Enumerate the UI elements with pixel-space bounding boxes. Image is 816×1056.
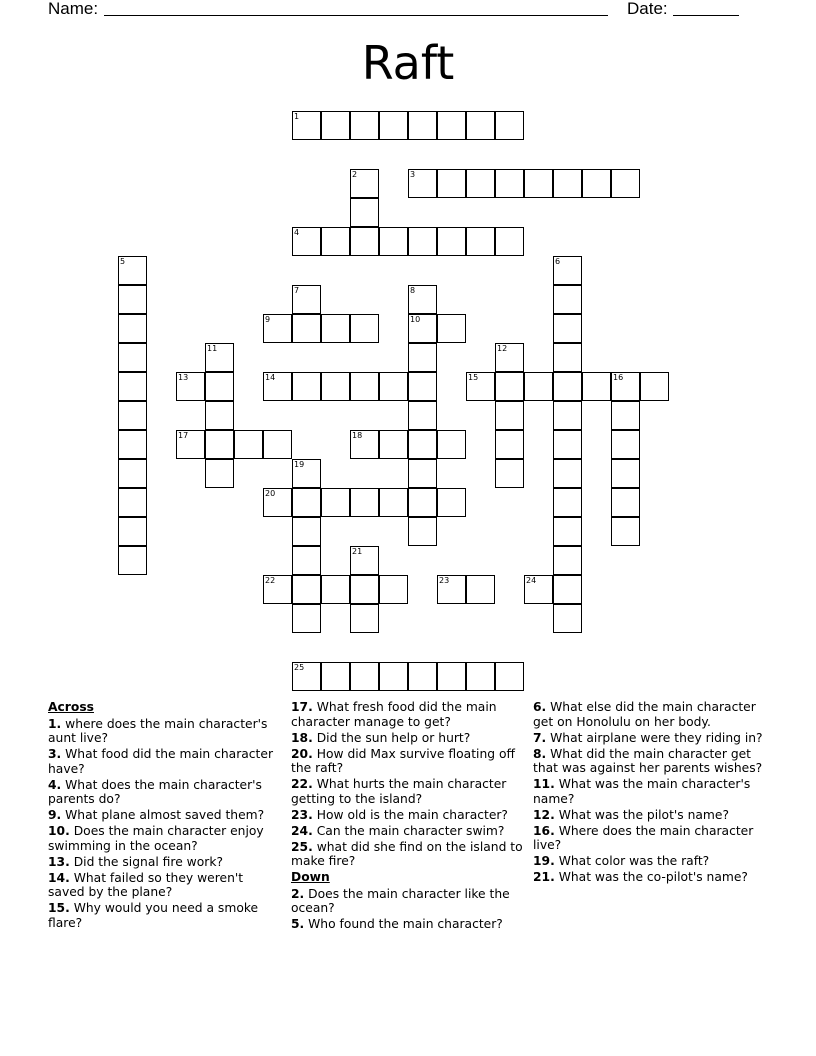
cell-number: 19 [294,460,305,469]
grid-cell[interactable] [118,546,147,575]
grid-cell[interactable] [205,343,234,372]
grid-cell[interactable] [437,227,466,256]
grid-cell[interactable] [292,662,321,691]
grid-cell[interactable] [118,430,147,459]
clue-text: What fresh food did the main character manage to get? [291,700,497,729]
clue-number: 24. [291,823,313,838]
grid-cell[interactable] [466,111,495,140]
clue-item [533,777,768,806]
grid-cell[interactable] [408,372,437,401]
grid-cell[interactable] [495,401,524,430]
grid-cell[interactable] [234,430,263,459]
grid-cell[interactable] [292,575,321,604]
clue-item [291,917,526,932]
clue-number: 8. [533,746,547,761]
clue-number: 15. [48,901,70,915]
grid-cell[interactable] [437,575,466,604]
clue-number: 25. [291,839,313,854]
grid-cell[interactable] [611,517,640,546]
cell-number: 5 [120,257,126,266]
clue-number: 5. [291,917,305,931]
grid-cell[interactable] [582,372,611,401]
grid-cell[interactable] [524,169,553,198]
grid-cell[interactable] [350,488,379,517]
grid-cell[interactable] [292,459,321,488]
clue-item [291,747,526,776]
clue-item [533,824,768,853]
grid-cell[interactable] [437,430,466,459]
grid-cell[interactable] [350,430,379,459]
clue-text: What was the pilot's name? [554,807,730,822]
grid-cell[interactable] [553,343,582,372]
clue-item [533,700,768,729]
grid-cell[interactable] [408,111,437,140]
clue-text: How old is the main character? [312,807,508,822]
clue-item [291,731,526,746]
cell-number: 11 [207,344,218,353]
cell-number: 23 [439,576,450,585]
grid-cell[interactable] [553,604,582,633]
clue-number: 18. [291,730,313,745]
grid-cell[interactable] [263,372,292,401]
clue-text: Did the signal fire work? [69,854,223,869]
grid-cell[interactable] [350,169,379,198]
clue-list [533,700,768,885]
grid-cell[interactable] [292,546,321,575]
clue-item [291,824,526,839]
clue-text: What plane almost saved them? [61,808,265,822]
cell-number: 22 [265,576,276,585]
cell-number: 20 [265,489,276,498]
clue-number: 23. [291,807,313,822]
grid-cell[interactable] [553,459,582,488]
grid-cell[interactable] [292,604,321,633]
grid-cell[interactable] [321,111,350,140]
grid-cell[interactable] [350,227,379,256]
clue-number: 2. [291,886,305,901]
grid-cell[interactable] [350,198,379,227]
clue-number: 14. [48,870,70,885]
cell-number: 4 [294,228,300,237]
clue-text: What did the main character get that was against her parents wishes? [533,746,763,775]
grid-cell[interactable] [263,488,292,517]
grid-cell[interactable] [495,343,524,372]
grid-cell[interactable] [118,488,147,517]
clue-item [48,871,283,900]
grid-cell[interactable] [640,372,669,401]
clue-text: What failed so they weren't saved by the plane? [48,870,244,899]
grid-cell[interactable] [553,285,582,314]
cell-number: 3 [410,170,416,179]
clue-number: 6. [533,700,547,714]
grid-cell[interactable] [379,372,408,401]
clue-number: 22. [291,777,313,791]
grid-cell[interactable] [118,285,147,314]
grid-cell[interactable] [437,662,466,691]
grid-cell[interactable] [205,459,234,488]
grid-cell[interactable] [205,372,234,401]
clue-text: where does the main character's aunt live? [48,716,268,745]
grid-cell[interactable] [205,430,234,459]
clue-item [48,717,283,746]
clue-number: 3. [48,747,62,761]
grid-cell[interactable] [524,372,553,401]
grid-cell[interactable] [495,459,524,488]
grid-cell[interactable] [495,662,524,691]
grid-cell[interactable] [408,517,437,546]
clue-item [48,808,283,823]
grid-cell[interactable] [495,372,524,401]
grid-cell[interactable] [611,169,640,198]
clue-number: 16. [533,823,555,838]
grid-cell[interactable] [263,430,292,459]
across-heading: Across [48,700,94,714]
clue-text: What does the main character's parents do? [48,777,262,806]
cell-number: 13 [178,373,189,382]
grid-cell[interactable] [263,314,292,343]
clue-text: What food did the main character have? [48,747,273,776]
clue-item [533,854,768,869]
grid-cell[interactable] [495,169,524,198]
clue-number: 21. [533,870,555,884]
clue-item [48,778,283,807]
cell-number: 1 [294,112,300,121]
cell-number: 21 [352,547,363,556]
grid-cell[interactable] [408,314,437,343]
clues-column-1 [48,700,283,932]
grid-cell[interactable] [379,111,408,140]
clue-number: 20. [291,746,313,761]
clue-number: 7. [533,730,547,745]
clue-item [291,808,526,823]
grid-cell[interactable] [466,372,495,401]
cell-number: 8 [410,286,416,295]
clue-text: How did Max survive floating off the raft? [291,746,515,775]
clue-text: What else did the main character get on Honolulu on her body. [533,700,756,729]
grid-cell[interactable] [408,227,437,256]
cell-number: 16 [613,373,624,382]
grid-cell[interactable] [408,488,437,517]
grid-cell[interactable] [350,575,379,604]
grid-cell[interactable] [292,285,321,314]
grid-cell[interactable] [350,546,379,575]
grid-cell[interactable] [495,111,524,140]
page-title: Raft [361,36,455,90]
clue-list [291,887,526,932]
clue-text: Can the main character swim? [312,823,505,838]
grid-cell[interactable] [437,314,466,343]
cell-number: 18 [352,431,363,440]
clue-item [291,777,526,806]
grid-cell[interactable] [263,575,292,604]
grid-cell[interactable] [408,430,437,459]
clue-text: Does the main character like the ocean? [291,886,510,915]
grid-cell[interactable] [466,662,495,691]
cell-number: 7 [294,286,300,295]
cell-number: 12 [497,344,508,353]
grid-cell[interactable] [350,372,379,401]
clue-text: Why would you need a smoke flare? [48,901,259,930]
clue-list [48,717,283,931]
clue-text: What was the main character's name? [533,777,751,806]
clues-column-3 [533,700,768,886]
grid-cell[interactable] [118,517,147,546]
grid-cell[interactable] [553,401,582,430]
clue-item [48,901,283,930]
cell-number: 2 [352,170,358,179]
grid-cell[interactable] [292,227,321,256]
clue-number: 17. [291,700,313,714]
grid-cell[interactable] [553,430,582,459]
clue-list [291,700,526,869]
grid-cell[interactable] [118,343,147,372]
clue-item [48,747,283,776]
clue-text: Who found the main character? [304,917,503,931]
grid-cell[interactable] [379,430,408,459]
grid-cell[interactable] [292,488,321,517]
grid-cell[interactable] [553,575,582,604]
grid-cell[interactable] [176,372,205,401]
grid-cell[interactable] [118,256,147,285]
grid-cell[interactable] [611,401,640,430]
grid-cell[interactable] [408,343,437,372]
cell-number: 24 [526,576,537,585]
grid-cell[interactable] [553,488,582,517]
grid-cell[interactable] [379,488,408,517]
grid-cell[interactable] [553,517,582,546]
grid-cell[interactable] [292,517,321,546]
clue-item [291,840,526,869]
clue-text: What hurts the main character getting to the island? [291,777,507,806]
grid-cell[interactable] [611,488,640,517]
grid-cell[interactable] [292,372,321,401]
cell-number: 15 [468,373,479,382]
clue-number: 10. [48,824,70,838]
clue-item [291,887,526,916]
cell-number: 9 [265,315,271,324]
grid-cell[interactable] [553,256,582,285]
grid-cell[interactable] [379,662,408,691]
grid-cell[interactable] [350,314,379,343]
clue-number: 4. [48,777,62,792]
grid-cell[interactable] [292,314,321,343]
clue-number: 9. [48,808,62,822]
cell-number: 17 [178,431,189,440]
grid-cell[interactable] [350,111,379,140]
grid-cell[interactable] [379,575,408,604]
grid-cell[interactable] [350,662,379,691]
grid-cell[interactable] [553,546,582,575]
grid-cell[interactable] [611,459,640,488]
grid-cell[interactable] [553,314,582,343]
grid-cell[interactable] [466,575,495,604]
grid-cell[interactable] [553,372,582,401]
grid-cell[interactable] [611,372,640,401]
grid-cell[interactable] [379,227,408,256]
grid-cell[interactable] [408,169,437,198]
grid-cell[interactable] [437,169,466,198]
clue-text: What airplane were they riding in? [546,730,763,745]
clue-item [291,700,526,729]
grid-cell[interactable] [205,401,234,430]
grid-cell[interactable] [118,372,147,401]
grid-cell[interactable] [292,111,321,140]
clue-text: Where does the main character live? [533,823,754,852]
clue-number: 12. [533,807,555,822]
clue-text: What was the co-pilot's name? [554,870,748,884]
clue-text: What color was the raft? [554,854,710,868]
clue-number: 19. [533,854,555,868]
clues-column-2 [291,700,526,933]
grid-cell[interactable] [582,169,611,198]
clue-text: Does the main character enjoy swimming in the ocean? [48,824,264,853]
grid-cell[interactable] [408,285,437,314]
clue-number: 11. [533,777,555,791]
grid-cell[interactable] [321,227,350,256]
clue-item [48,855,283,870]
clue-text: Did the sun help or hurt? [312,730,471,745]
grid-cell[interactable] [466,169,495,198]
grid-cell[interactable] [321,662,350,691]
grid-cell[interactable] [553,169,582,198]
clue-item [533,747,768,776]
cell-number: 10 [410,315,421,324]
clue-text: what did she find on the island to make fire? [291,839,523,868]
grid-cell[interactable] [408,401,437,430]
date-label: Date: [627,0,668,18]
grid-cell[interactable] [321,488,350,517]
grid-cell[interactable] [176,430,205,459]
grid-cell[interactable] [118,459,147,488]
grid-cell[interactable] [321,372,350,401]
clue-number: 1. [48,716,62,731]
cell-number: 25 [294,663,305,672]
grid-cell[interactable] [350,604,379,633]
grid-cell[interactable] [611,430,640,459]
grid-cell[interactable] [408,459,437,488]
grid-cell[interactable] [466,227,495,256]
clue-item [533,870,768,885]
cell-number: 14 [265,373,276,382]
grid-cell[interactable] [118,314,147,343]
grid-cell[interactable] [321,575,350,604]
down-heading: Down [291,870,330,884]
grid-cell[interactable] [408,662,437,691]
grid-cell[interactable] [437,111,466,140]
clue-item [533,808,768,823]
clue-item [48,824,283,853]
grid-cell[interactable] [495,227,524,256]
clue-item [533,731,768,746]
grid-cell[interactable] [437,488,466,517]
cell-number: 6 [555,257,561,266]
name-label: Name: [48,0,99,18]
grid-cell[interactable] [524,575,553,604]
grid-cell[interactable] [495,430,524,459]
grid-cell[interactable] [118,401,147,430]
clue-number: 13. [48,854,70,869]
grid-cell[interactable] [321,314,350,343]
